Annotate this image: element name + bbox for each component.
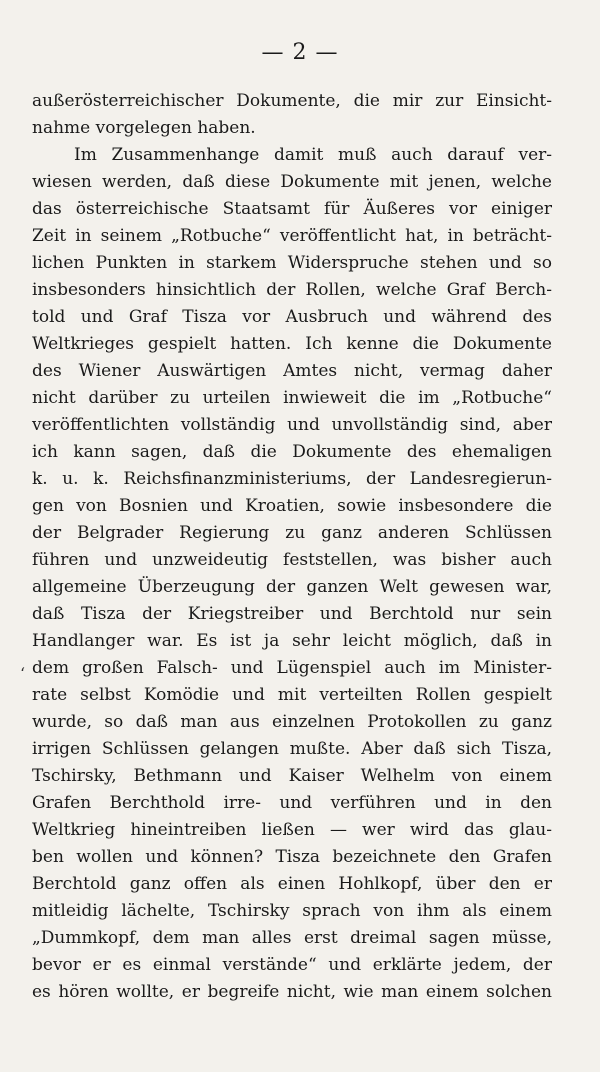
text-line: nicht darüber zu urteilen inwieweit die im „Rotbuche“: [32, 388, 552, 408]
text-line: Berchtold ganz offen als einen Hohlkopf, über den er: [32, 874, 552, 894]
text-line: mitleidig lächelte, Tschirsky sprach von ihm als einem: [32, 901, 552, 921]
text-line: rate selbst Komödie und mit verteilten Rollen gespielt: [32, 685, 552, 705]
text-line: wurde, so daß man aus einzelnen Protokollen zu ganz: [32, 712, 552, 732]
text-line: wiesen werden, daß diese Dokumente mit jenen, welche: [32, 172, 552, 192]
text-line: Zeit in seinem „Rotbuche“ veröffentlicht hat, in beträcht-: [32, 226, 552, 246]
text-line: Grafen Berchthold irre- und verführen und in den: [32, 793, 552, 813]
text-line: Weltkrieg hineintreiben ließen — wer wird das glau-: [32, 820, 552, 840]
text-line: veröffentlichten vollständig und unvollständig sind, aber: [32, 415, 552, 435]
text-line: „Dummkopf, dem man alles erst dreimal sagen müsse,: [32, 928, 552, 948]
text-line: ich kann sagen, daß die Dokumente des ehemaligen: [32, 442, 552, 462]
text-line: nahme vorgelegen haben.: [32, 118, 256, 138]
text-line: gen von Bosnien und Kroatien, sowie insbesondere die: [32, 496, 552, 516]
page-number: — 2 —: [261, 40, 339, 65]
text-line: insbesonders hinsichtlich der Rollen, welche Graf Berch-: [32, 280, 552, 300]
text-line: führen und unzweideutig feststellen, was bisher auch: [32, 550, 552, 570]
text-line: Tschirsky, Bethmann und Kaiser Welhelm von einem: [32, 766, 552, 786]
text-line: ben wollen und können? Tisza bezeichnete den Grafen: [32, 847, 552, 867]
text-line: told und Graf Tisza vor Ausbruch und während des: [32, 307, 552, 327]
text-line: daß Tisza der Kriegstreiber und Berchtold nur sein: [32, 604, 552, 624]
text-line: Handlanger war. Es ist ja sehr leicht möglich, daß in: [32, 631, 552, 651]
text-line: das österreichische Staatsamt für Äußeres vor einiger: [32, 199, 552, 219]
body-text: [32, 88, 552, 1006]
text-line: irrigen Schlüssen gelangen mußte. Aber daß sich Tisza,: [32, 739, 552, 759]
text-line: des Wiener Auswärtigen Amtes nicht, vermag daher: [32, 361, 552, 381]
text-line: der Belgrader Regierung zu ganz anderen Schlüssen: [32, 523, 552, 543]
text-line: lichen Punkten in starkem Widerspruche stehen und so: [32, 253, 552, 273]
text-line: k. u. k. Reichsfinanzministeriums, der Landesregierun-: [32, 469, 552, 489]
margin-mark: ʻ: [20, 664, 26, 683]
text-line: bevor er es einmal verstände“ und erklärte jedem, der: [32, 955, 552, 975]
text-line: Im Zusammenhange damit muß auch darauf ver-: [74, 145, 552, 165]
text-line: allgemeine Überzeugung der ganzen Welt gewesen war,: [32, 577, 552, 597]
text-line: dem großen Falsch- und Lügenspiel auch im Minister-: [32, 658, 552, 678]
text-line: es hören wollte, er begreife nicht, wie man einem solchen: [32, 982, 552, 1002]
text-line: außerösterreichischer Dokumente, die mir zur Einsicht-: [32, 91, 552, 111]
text-line: Weltkrieges gespielt hatten. Ich kenne die Dokumente: [32, 334, 552, 354]
